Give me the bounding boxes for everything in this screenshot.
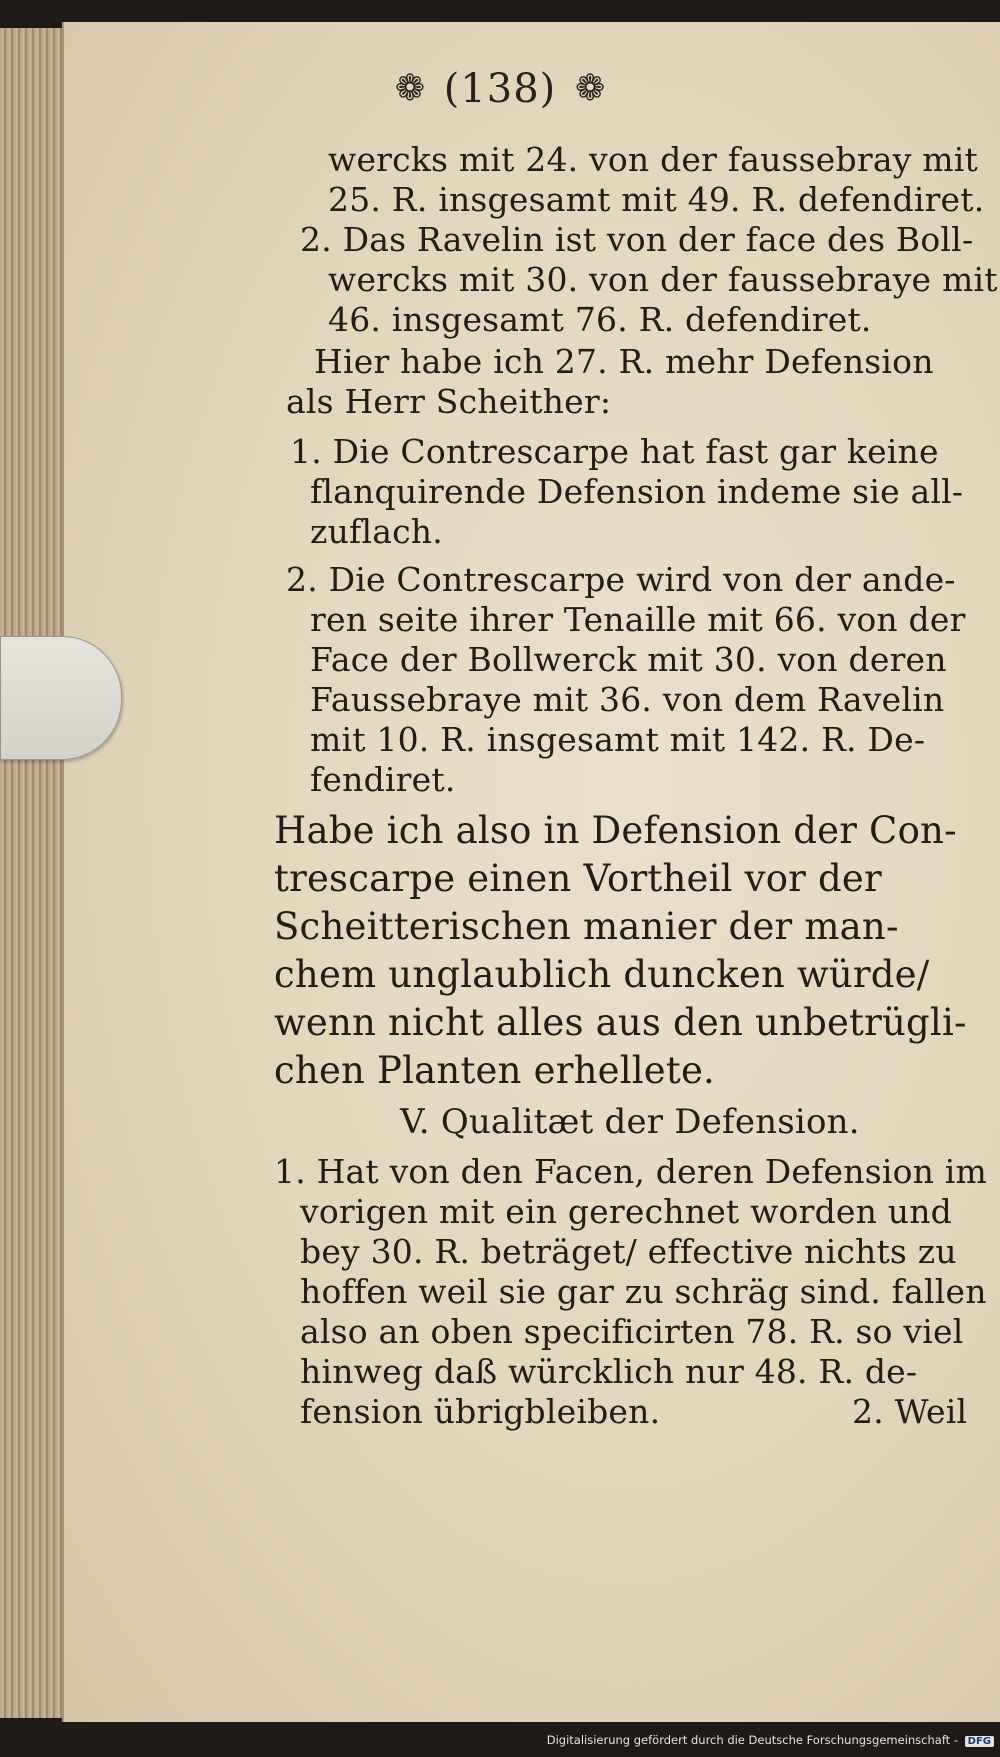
- text-line: hinweg daß würcklich nur 48. R. de-: [300, 1352, 918, 1391]
- text-line: hoffen weil sie gar zu schräg sind. fallen: [300, 1272, 987, 1311]
- text-line: wercks mit 30. von der faussebraye mit: [328, 260, 998, 299]
- bookmark-strip: [0, 636, 122, 760]
- section-heading: V. Qualitæt der Defension.: [400, 1102, 860, 1142]
- text-line: wenn nicht alles aus den unbetrügli-: [274, 1001, 967, 1044]
- catchword: 2. Weil: [852, 1392, 968, 1431]
- text-line: mit 10. R. insgesamt mit 142. R. De-: [310, 720, 926, 759]
- text-line: 25. R. insgesamt mit 49. R. defendiret.: [328, 180, 985, 219]
- text-line: 1. Hat von den Facen, deren Defension im: [274, 1152, 988, 1191]
- text-line: fendiret.: [310, 760, 456, 799]
- text-line: als Herr Scheither:: [286, 382, 612, 421]
- ornament-left-icon: ❁: [394, 68, 425, 109]
- text-line: Faussebraye mit 36. von dem Ravelin: [310, 680, 945, 719]
- text-line: Scheitterischen manier der man-: [274, 905, 899, 948]
- credit-text: Digitalisierung gefördert durch die Deutsche Forschungsgemeinschaft -: [546, 1733, 958, 1747]
- text-line: Habe ich also in Defension der Con-: [274, 809, 957, 852]
- text-line: ren seite ihrer Tenaille mit 66. von der: [310, 600, 966, 639]
- text-line: Hier habe ich 27. R. mehr Defension: [314, 342, 934, 381]
- text-line: also an oben specificirten 78. R. so viel: [300, 1312, 964, 1351]
- dfg-logo: DFG: [965, 1736, 994, 1747]
- text-line: fension übrigbleiben.: [300, 1392, 661, 1431]
- text-line: wercks mit 24. von der faussebray mit: [328, 140, 978, 179]
- text-line: 2. Die Contrescarpe wird von der ande-: [286, 560, 956, 599]
- page-header: [0, 66, 1000, 112]
- text-line: trescarpe einen Vortheil vor der: [274, 857, 882, 900]
- page-number: (138): [443, 66, 557, 112]
- ornament-right-icon: ❁: [575, 68, 606, 109]
- text-line: chem unglaublich duncken würde/: [274, 953, 930, 996]
- text-line: Face der Bollwerck mit 30. von deren: [310, 640, 947, 679]
- text-line: flanquirende Defension indeme sie all-: [310, 472, 964, 511]
- text-line: chen Planten erhellete.: [274, 1049, 716, 1092]
- text-line: bey 30. R. beträget/ effective nichts zu: [300, 1232, 957, 1271]
- text-line: 1. Die Contrescarpe hat fast gar keine: [290, 432, 939, 471]
- digitization-credit: [547, 1733, 994, 1747]
- text-line: vorigen mit ein gerechnet worden und: [300, 1192, 953, 1231]
- text-line: 46. insgesamt 76. R. defendiret.: [328, 300, 872, 339]
- text-line: zuflach.: [310, 512, 443, 551]
- text-line: 2. Das Ravelin ist von der face des Boll-: [300, 220, 974, 259]
